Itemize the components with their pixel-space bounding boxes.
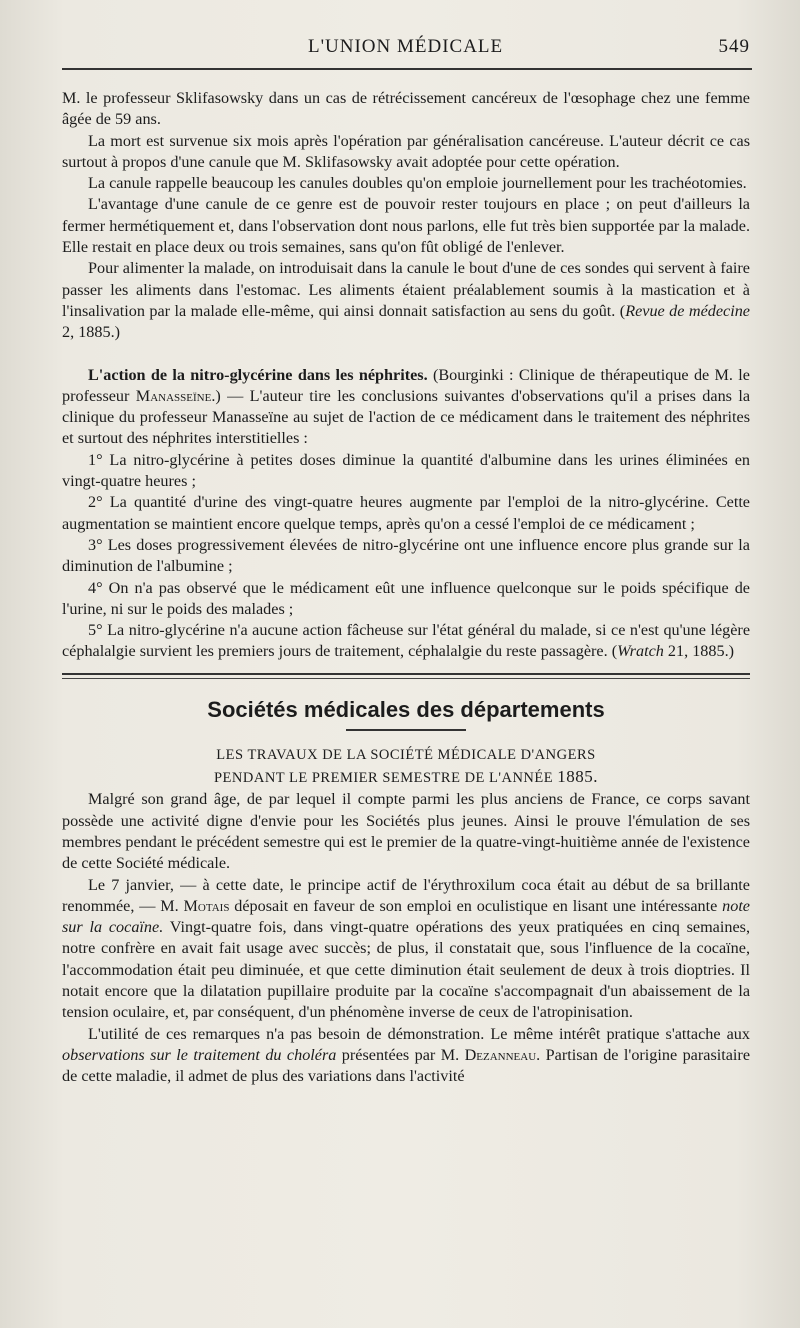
citation-end: 2, 1885.) (62, 323, 120, 342)
section-title: Sociétés médicales des départements (207, 696, 605, 722)
section-divider (62, 673, 750, 675)
paragraph-text: . Partisan de l'origine parasitaire de cette maladie, il admet de plus des variations dans l'activité (62, 1045, 750, 1086)
source-citation: Revue de médecine (625, 301, 750, 320)
paragraph-text: Pour alimenter la malade, on introduisait dans la canule le bout d'une de ces sondes qui servent à faire passer les aliments dans l'estomac. Les aliments étaient préalablement soumis à la mastication et à l'insalivation par la malade elle-même, qui ainsi donnait satisfaction au sens du goût. ( (62, 259, 750, 320)
paragraph: La mort est survenue six mois après l'opération par généralisation cancéreuse. L'auteur décrit ce cas surtout à propos d'une canule que M. Sklifasowsky avait adoptée pour cette opération. (62, 131, 750, 171)
paragraph-text: 5° La nitro-glycérine n'a aucune action fâcheuse sur l'état général du malade, si ce n'est qu'une légère céphalalgie survient les premiers jours de traitement, céphalalgie du reste passagère. ( (62, 621, 750, 661)
spacer (62, 344, 750, 365)
section-subtitle: LES TRAVAUX DE LA SOCIÉTÉ MÉDICALE D'ANGERS (216, 746, 596, 763)
conclusion-item: 2° La quantité d'urine des vingt-quatre heures augmente par l'emploi de la nitro-glycérine. Cette augmentation se maintient encore quelque temps, après qu'on a cessé l'emploi de ce médicament ; (62, 493, 750, 533)
paragraph (62, 258, 750, 343)
running-title: L'UNION MÉDICALE (308, 36, 504, 57)
article-title: L'action de la nitro-glycérine dans les néphrites. (88, 365, 428, 384)
section-divider-thin (62, 678, 750, 679)
paragraph (62, 1024, 750, 1088)
intro-text: (Bourginki : Clinique de thérapeutique de M. le professeur (62, 365, 750, 405)
paragraph-text: présentées par M. (336, 1045, 465, 1064)
source-citation: Wratch (617, 642, 664, 661)
paragraph: M. le professeur Sklifasowsky dans un cas de rétrécissement cancéreux de l'œsophage chez une femme âgée de 59 ans. (62, 89, 750, 129)
section-subtitle (62, 766, 750, 789)
page-number: 549 (718, 36, 750, 57)
subtitle-text: PENDANT LE PREMIER SEMESTRE DE L'ANNÉE (213, 770, 554, 787)
conclusion-item: 1° La nitro-glycérine à petites doses diminue la quantité d'albumine dans les urines éliminées en vingt-quatre heures ; (62, 450, 750, 491)
paragraph: L'avantage d'une canule de ce genre est de pouvoir rester toujours en place ; on peut d'ailleurs la fermer hermétiquement et, dans l'observation dont nous parlons, elle fut très bien supportée par la malade. Elle restait en place deux ou trois semaines, sans qu'on fût obligé de l'enlever. (62, 195, 750, 257)
text-column (62, 88, 750, 1087)
work-title: note sur la cocaïne. (62, 896, 750, 937)
conclusion-item (62, 620, 750, 663)
running-header (60, 36, 750, 62)
article-intro (62, 365, 750, 450)
person-name: Motais (183, 896, 230, 915)
professor-name: Manasseïne (135, 386, 212, 405)
paragraph-text: Vingt-quatre fois, dans vingt-quatre opérations des yeux pratiquées en cinq semaines, notre confrère en avait fait usage avec succès; de plus, il constatait que, sous l'influence de la cocaïne, l'accommodation était peu diminuée, et que cette diminution était seulement de deux à trois dioptries. Il notait encore que la dilatation pupillaire produite par la cocaïne s'accompagnait d'un abaissement de la tension oculaire, et, par conséquent, d'un phénomène inverse de ceux de l'atropinisation. (62, 918, 750, 1022)
conclusion-item: 4° On n'a pas observé que le médicament eût une influence quelconque sur le poids spécifique de l'urine, ni sur le poids des malades ; (62, 578, 750, 618)
person-name: Dezanneau (464, 1045, 537, 1064)
intro-text: .) — L'auteur tire les conclusions suivantes d'observations qu'il a prises dans la clinique du professeur Manasseïne au sujet de l'action de ce médicament dans le traitement des néphrites et surtout des néphrites interstitielles : (62, 386, 751, 448)
citation-end: 21, 1885.) (663, 642, 734, 661)
title-rule (346, 729, 466, 731)
work-title: observations sur le traitement du choléra (62, 1045, 337, 1064)
paragraph: Malgré son grand âge, de par lequel il compte parmi les plus anciens de France, ce corps savant possède une activité digne d'envie pour les Sociétés plus jeunes. Ainsi le prouve l'émulation de ses membres pendant le précédent semestre qui est le premier de la quatre-vingt-huitième année de l'existence de cette Société médicale. (62, 790, 750, 873)
paragraph: La canule rappelle beaucoup les canules doubles qu'on emploie journellement pour les trachéotomies. (88, 174, 747, 193)
paragraph-text: L'utilité de ces remarques n'a pas besoin de démonstration. Le même intérêt pratique s'attache aux (88, 1024, 750, 1043)
subtitle-year: 1885. (557, 767, 598, 787)
paragraph (62, 875, 750, 1024)
paragraph-text: déposait en faveur de son emploi en oculistique en lisant une intéressante (229, 896, 723, 915)
header-rule (62, 68, 752, 70)
conclusion-item: 3° Les doses progressivement élevées de nitro-glycérine ont une influence encore plus grande sur la diminution de l'albumine ; (62, 535, 750, 576)
paragraph-text: Le 7 janvier, — à cette date, le principe actif de l'érythroxilum coca était au début de sa brillante renommée, — M. (62, 875, 750, 915)
